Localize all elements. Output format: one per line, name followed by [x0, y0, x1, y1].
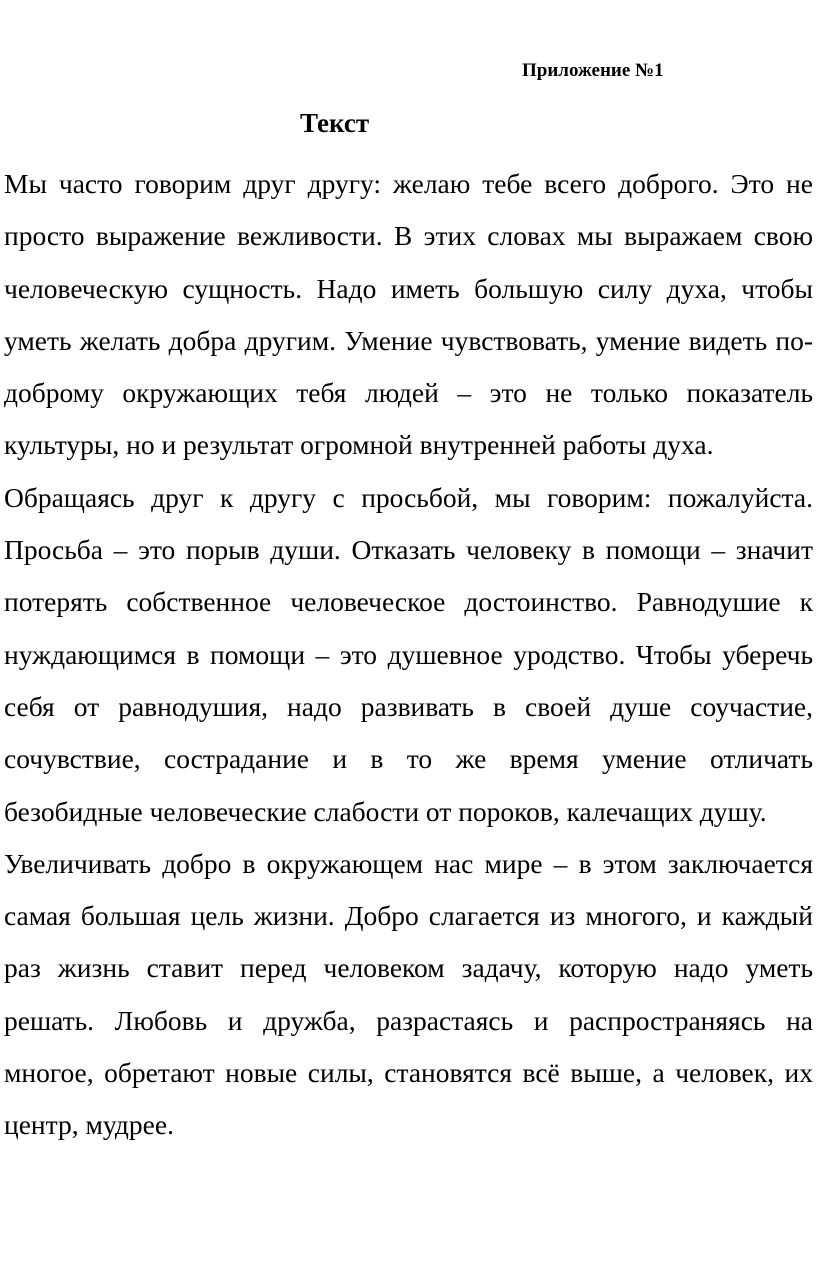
document-body	[4, 158, 813, 1152]
paragraph-1: Мы часто говорим друг другу: желаю тебе всего доброго. Это не просто выражение вежливости. В этих словах мы выражаем свою человеческую сущность. Надо иметь большую силу духа, чтобы уметь желать добра другим. Умение чувствовать, умение видеть по-доброму окружающих тебя людей – это не только показатель культуры, но и результат огромной внутренней работы духа.	[4, 168, 813, 461]
paragraph-2: Обращаясь друг к другу с просьбой, мы говорим: пожалуйста. Просьба – это порыв души. Отказать человеку в помощи – значит потерять собственное человеческое достоинство. Равнодушие к нуждающимся в помощи – это душевное уродство. Чтобы уберечь себя от равнодушия, надо развивать в своей душе соучастие, сочувствие, сострадание и в то же время умение отличать безобидные человеческие слабости от пороков, калечащих душу.	[4, 481, 813, 827]
document-title: Текст	[300, 108, 370, 138]
appendix-label: Приложение №1	[522, 60, 664, 81]
paragraph-3: Увеличивать добро в окружающем нас мире – в этом заключается самая большая цель жизни. Добро слагается из многого, и каждый раз жизнь ставит перед человеком задачу, которую надо уметь решать. Любовь и дружба, разрастаясь и распространяясь на многое, обретают новые силы, становятся всё выше, а человек, их центр, мудрее.	[4, 847, 813, 1141]
